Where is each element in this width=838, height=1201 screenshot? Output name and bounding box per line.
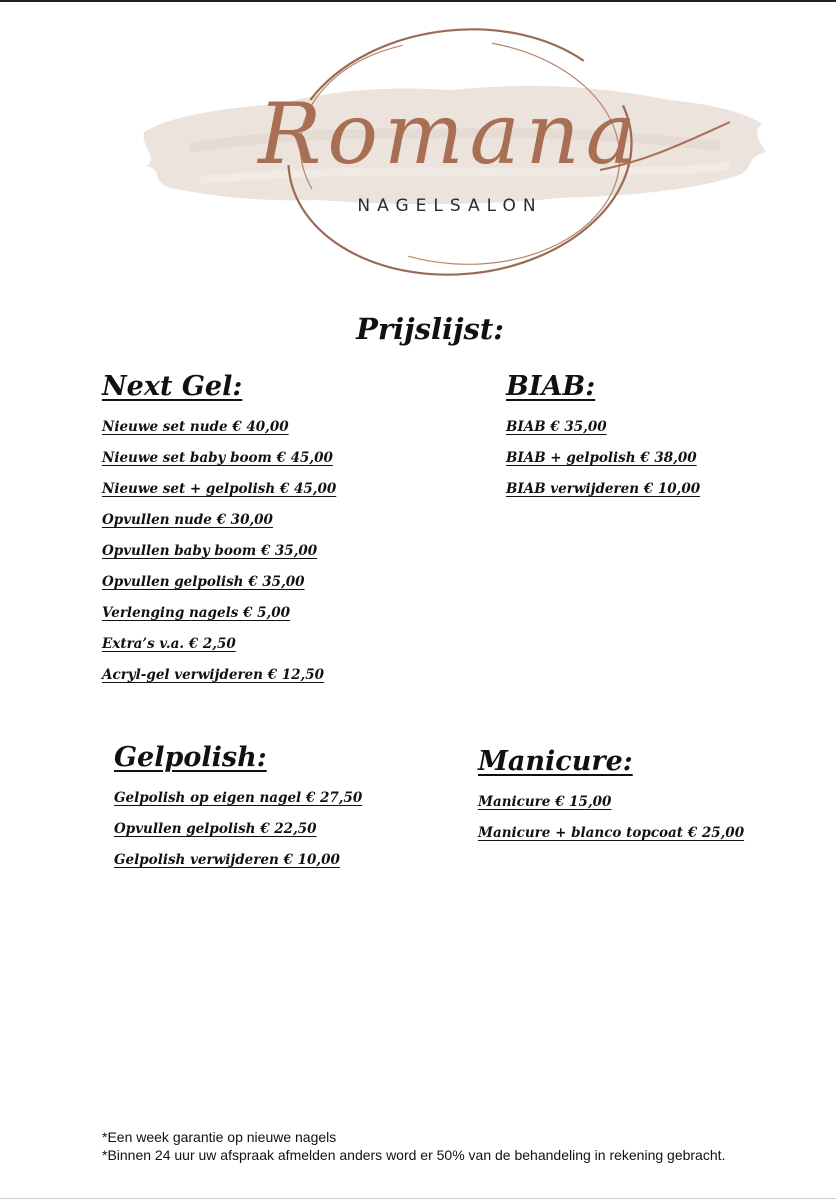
- logo-brand-subtitle: NAGELSALON: [357, 196, 543, 216]
- price-item: Opvullen gelpolish € 22,50: [114, 821, 317, 837]
- price-item: Gelpolish verwijderen € 10,00: [114, 852, 340, 868]
- section-manicure: [478, 748, 744, 856]
- price-item: BIAB € 35,00: [506, 419, 607, 435]
- price-list: [102, 419, 336, 698]
- price-item: Opvullen gelpolish € 35,00: [102, 574, 305, 590]
- footnotes: [102, 1128, 725, 1164]
- price-item: Gelpolish op eigen nagel € 27,50: [114, 790, 363, 806]
- price-list: [114, 790, 362, 883]
- section-heading: Next Gel:: [102, 371, 243, 402]
- section-biab: [506, 373, 700, 512]
- price-item: BIAB + gelpolish € 38,00: [506, 450, 697, 466]
- section-gelpolish: [114, 744, 362, 883]
- price-item: Extra’s v.a. € 2,50: [102, 636, 236, 652]
- footnote: *Binnen 24 uur uw afspraak afmelden anders word er 50% van de behandeling in rekening gebracht.: [102, 1147, 726, 1163]
- price-item: BIAB verwijderen € 10,00: [506, 481, 701, 497]
- price-item: Verlenging nagels € 5,00: [102, 605, 290, 621]
- logo-brand-name: Romana: [258, 85, 642, 183]
- section-heading: BIAB:: [506, 371, 596, 402]
- footnote: *Een week garantie op nieuwe nagels: [102, 1129, 337, 1145]
- price-item: Nieuwe set + gelpolish € 45,00: [102, 481, 337, 497]
- price-item: Manicure € 15,00: [478, 794, 612, 810]
- price-item: Opvullen nude € 30,00: [102, 512, 273, 528]
- section-heading: Manicure:: [478, 746, 633, 777]
- price-item: Nieuwe set nude € 40,00: [102, 419, 289, 435]
- price-item: Manicure + blanco topcoat € 25,00: [478, 825, 745, 841]
- price-item: Opvullen baby boom € 35,00: [102, 543, 318, 559]
- price-list: [506, 419, 700, 512]
- price-item: Acryl-gel verwijderen € 12,50: [102, 667, 325, 683]
- price-item: Nieuwe set baby boom € 45,00: [102, 450, 333, 466]
- section-next-gel: [102, 373, 336, 698]
- price-list: [478, 794, 744, 856]
- section-heading: Gelpolish:: [114, 742, 267, 773]
- salon-logo: [130, 20, 770, 280]
- page-title: Prijslijst:: [356, 312, 504, 346]
